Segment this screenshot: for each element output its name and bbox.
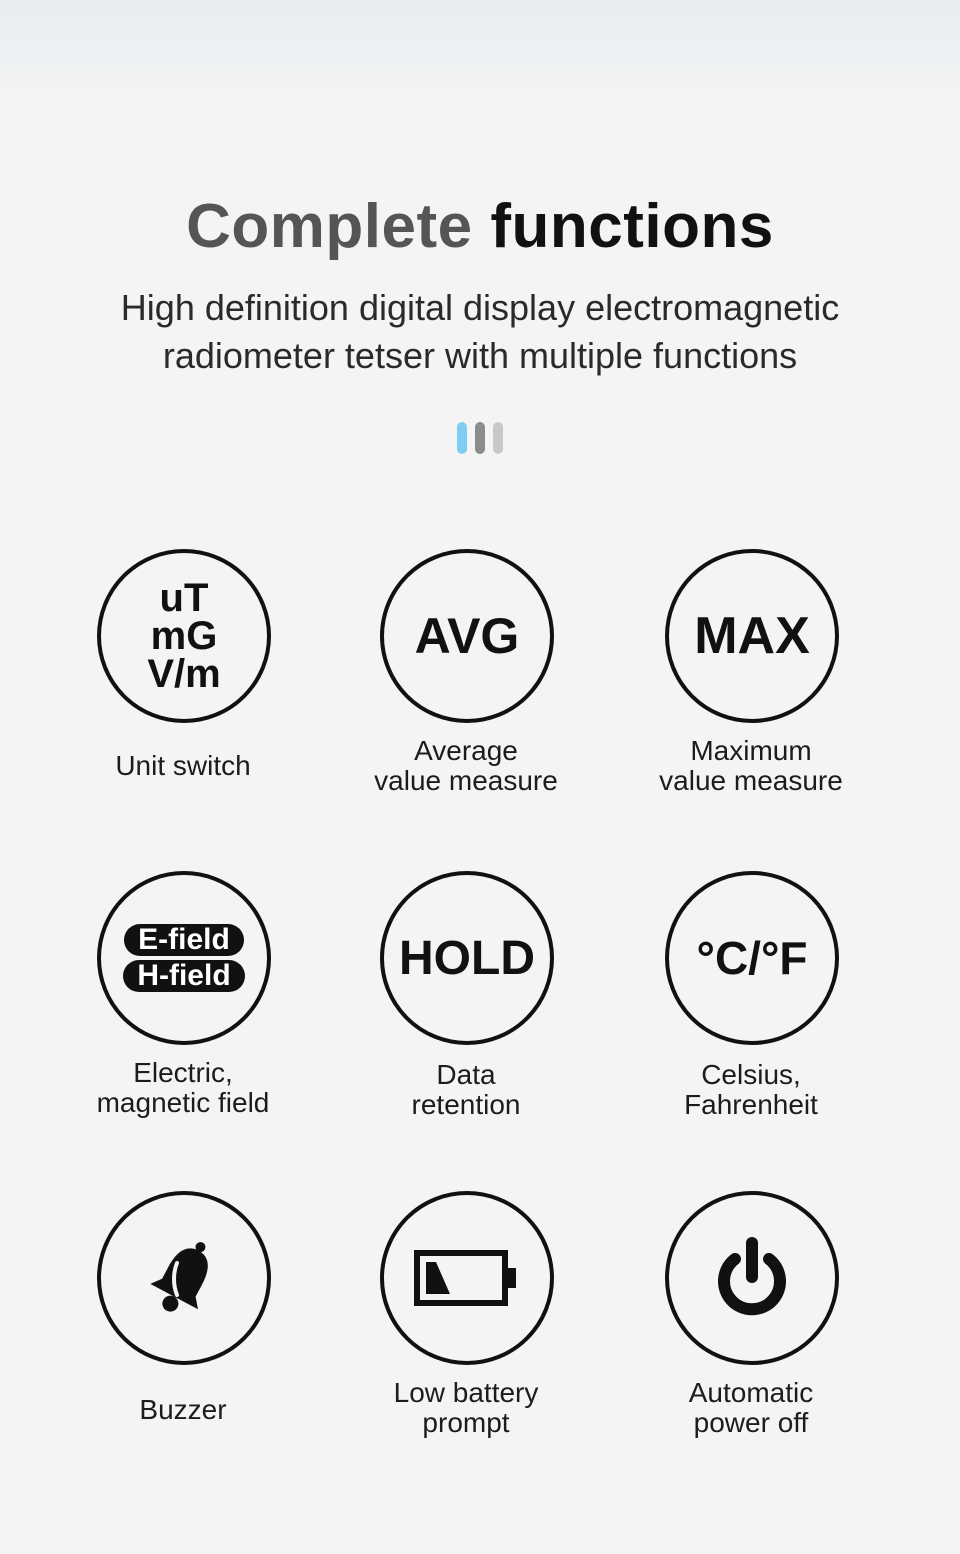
h-field-badge: H-field [123,960,244,992]
avg-icon-text: AVG [414,608,520,664]
hold-icon [380,871,554,1045]
avg-icon [380,549,554,723]
feature-label: Maximum value measure [659,735,843,796]
feature-label: Average value measure [374,735,558,796]
power-icon-graphic [707,1233,797,1323]
battery-icon-graphic [414,1250,520,1306]
unit-switch-icon [97,549,271,723]
low-battery-icon [380,1191,554,1365]
max-icon [665,549,839,723]
feature-label: Data retention [411,1059,521,1120]
temperature-icon-text: °C/°F [696,932,808,984]
page-title [0,190,960,264]
feature-label: Unit switch [115,750,251,781]
hold-icon-text: HOLD [399,931,535,985]
bell-icon [97,1191,271,1365]
field-icon [97,871,271,1045]
feature-label: Celsius, Fahrenheit [684,1059,818,1120]
bell-icon-graphic [139,1233,229,1323]
feature-label: Buzzer [139,1394,227,1425]
temperature-unit-icon [665,871,839,1045]
max-icon-text: MAX [694,607,810,665]
unit-ut-text: uT [159,576,209,620]
page-subtitle: High definition digital display electromagnetic radiometer tetser with multiple functions [120,287,840,376]
power-icon [665,1191,839,1365]
unit-mg-text: mG [150,614,218,658]
feature-label: Low battery prompt [393,1377,539,1438]
feature-label: Automatic power off [688,1377,814,1438]
page-indicator-dot-2 [475,422,485,454]
unit-vm-text: V/m [147,652,221,696]
page-indicator-dot-1 [457,422,467,454]
title-part-2: functions [490,192,774,261]
e-field-badge: E-field [124,924,244,956]
feature-label: Electric, magnetic field [96,1057,270,1118]
top-gradient-band [0,0,960,110]
page-indicator-dot-3 [493,422,503,454]
title-part-1: Complete [186,192,473,261]
